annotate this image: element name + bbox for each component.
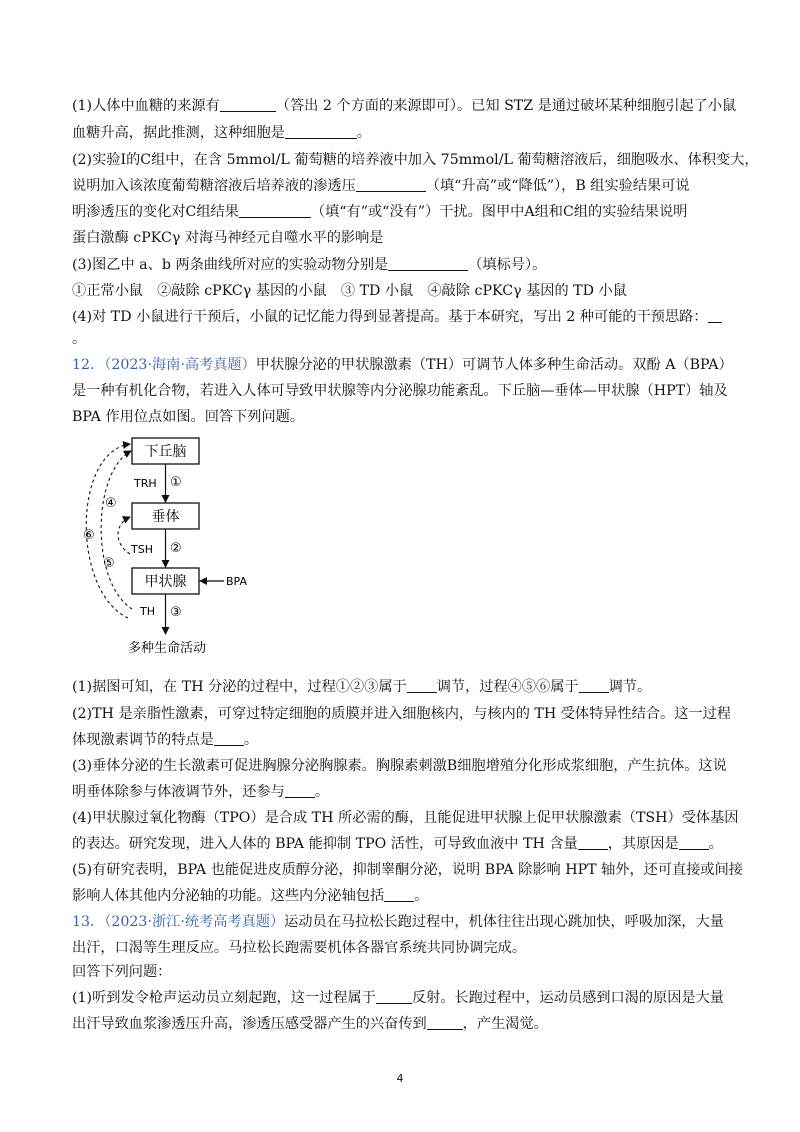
q12-part1 xyxy=(72,678,651,696)
hpt-axis-diagram xyxy=(72,432,262,662)
q11-part4-line2 xyxy=(72,330,86,348)
q11-part3-options xyxy=(72,282,627,300)
q12-s4-text: 的表达。研究发现，进入人体的 BPA 能抑制 TPO 活性，可导致血液中 TH 含量 xyxy=(72,836,578,852)
question-source[interactable]: （2023·浙江·统考高考真题） xyxy=(104,914,285,930)
q12-s4-text: ，其原因是 xyxy=(607,836,679,852)
q12-s4-text: 。 xyxy=(708,836,723,852)
q12-intro-text: 甲状腺分泌的甲状腺激素（TH）可调节人体多种生命活动。双酚 A（BPA） xyxy=(255,357,733,373)
q11-p2-text: (2)实验Ⅰ的C组中，在含 5mmol/L 葡萄糖的培养液中加入 75mmol/L 葡萄糖溶液后，细胞吸水、体积变大， xyxy=(72,152,759,168)
q12-intro-text: 是一种有机化合物，若进入人体可导致甲状腺等内分泌腺功能紊乱。下丘脑—垂体—甲状腺（HPT）轴及 xyxy=(72,383,728,399)
q13-intro-line3 xyxy=(72,963,171,981)
answer-blank[interactable] xyxy=(388,256,468,271)
feedback-arrow-4 xyxy=(118,517,130,554)
bpa-label: BPA xyxy=(226,575,248,588)
answer-blank[interactable] xyxy=(679,835,709,850)
answer-blank[interactable] xyxy=(407,678,437,693)
q12-part4-line1 xyxy=(72,809,738,827)
q12-s2-text: (2)TH 是亲脂性激素，可穿过特定细胞的质膜并进入细胞核内，与核内的 TH 受体特异性结合。这一过程 xyxy=(72,706,731,722)
q11-part1-line2 xyxy=(72,124,371,142)
q12-part3-line1 xyxy=(72,757,727,775)
q11-part2-line4 xyxy=(72,229,383,247)
answer-blank[interactable] xyxy=(384,887,414,902)
process-2-label: ② xyxy=(170,541,182,556)
q12-s3-text: 。 xyxy=(314,784,330,800)
answer-blank[interactable] xyxy=(285,124,357,139)
q11-p1-text: （答出 2 个方面的来源即可）。已知 STZ 是通过破坏某种细胞引起了小鼠 xyxy=(275,98,737,114)
q12-intro-line3 xyxy=(72,408,304,426)
q12-s2-text: 体现激素调节的特点是 xyxy=(72,732,214,748)
q11-p2-text: （填“升高”或“降低”），B 组实验结果可说 xyxy=(425,178,690,194)
q12-s1-text: 调节，过程④⑤⑥属于 xyxy=(436,679,579,695)
q12-s5-text: 影响人体其他内分泌轴的功能。这些内分泌轴包括 xyxy=(72,888,385,904)
q11-p2-text: 说明加入该浓度葡萄糖溶液后培养液的渗透压 xyxy=(72,178,356,194)
q11-p3-options-text: ①正常小鼠 ②敲除 cPKCγ 基因的小鼠 ③ TD 小鼠 ④敲除 cPKCγ 基因的 TD 小鼠 xyxy=(72,283,627,299)
q12-s1-text: (1)据图可知，在 TH 分泌的过程中，过程①②③属于 xyxy=(72,679,407,695)
q13-intro-text: 回答下列问题： xyxy=(72,964,172,980)
q12-s3-text: 明垂体除参与体液调节外，还参与 xyxy=(72,784,285,800)
q12-s4-text: (4)甲状腺过氧化物酶（TPO）是合成 TH 所必需的酶，且能促进甲状腺上促甲状腺激素（TSH）受体基因 xyxy=(72,810,739,826)
process-1-label: ① xyxy=(170,475,182,490)
q12-part5-line1 xyxy=(72,861,743,879)
pituitary-label: 垂体 xyxy=(151,509,180,525)
q13-intro-text: 运动员在马拉松长跑过程中，机体往往出现心跳加快，呼吸加深，大量 xyxy=(284,914,724,930)
answer-blank[interactable] xyxy=(708,308,722,323)
answer-blank[interactable] xyxy=(214,731,244,746)
trh-label: TRH xyxy=(134,477,157,490)
q12-part2-line1 xyxy=(72,705,731,723)
q12-s5-text: 。 xyxy=(414,888,429,904)
process-3-label: ③ xyxy=(170,605,182,620)
q11-part3-line1 xyxy=(72,256,546,274)
q11-p3-text: (3)图乙中 a、b 两条曲线所对应的实验动物分别是 xyxy=(72,257,389,273)
question-number: 12． xyxy=(72,357,105,373)
answer-blank[interactable] xyxy=(427,1015,463,1030)
q11-p1-text: (1)人体中血糖的来源有 xyxy=(72,98,220,114)
q11-part2-line1 xyxy=(72,151,759,169)
q11-part2-line3 xyxy=(72,203,687,221)
q13-part1-line2 xyxy=(72,1015,548,1033)
feedback-arrow-5 xyxy=(101,451,132,609)
q12-s2-text: 。 xyxy=(243,732,259,748)
q12-s3-text: (3)垂体分泌的生长激素可促进胸腺分泌胸腺素。胸腺素刺激B细胞增殖分化形成浆细胞，产生抗体。这说 xyxy=(72,758,727,774)
q12-part3-line2 xyxy=(72,783,329,801)
question-number: 13． xyxy=(72,914,105,930)
q13-s1-text: (1)听到发令枪声运动员立刻起跑，这一过程属于 xyxy=(72,990,376,1006)
q12-intro-line1 xyxy=(72,356,733,374)
tsh-label: TSH xyxy=(131,543,153,556)
q13-part1-line1 xyxy=(72,989,724,1007)
q13-s1-text: 出汗导致血浆渗透压升高，渗透压感受器产生的兴奋传到 xyxy=(72,1016,427,1032)
answer-blank[interactable] xyxy=(220,97,276,112)
q13-s1-text: 反射。长跑过程中，运动员感到口渴的原因是大量 xyxy=(411,990,724,1006)
page-number: 4 xyxy=(396,1072,404,1085)
answer-blank[interactable] xyxy=(578,835,608,850)
q11-part1-line1 xyxy=(72,97,736,115)
q12-s1-text: 调节。 xyxy=(608,679,652,695)
process-5-label: ⑤ xyxy=(103,556,115,571)
answer-blank[interactable] xyxy=(285,783,315,798)
q12-part4-line2 xyxy=(72,835,723,853)
q11-p2-text: 蛋白激酶 cPKCγ 对海马神经元自噬水平的影响是 xyxy=(72,230,384,246)
q11-part2-line2 xyxy=(72,177,690,195)
answer-blank[interactable] xyxy=(579,678,609,693)
answer-blank[interactable] xyxy=(356,177,426,192)
answer-blank[interactable] xyxy=(239,203,311,218)
q11-p2-text: （填“有”或“没有”）干扰。图甲中A组和C组的实验结果说明 xyxy=(310,204,688,220)
q12-intro-text: BPA 作用位点如图。回答下列问题。 xyxy=(72,409,305,425)
thyroid-label: 甲状腺 xyxy=(144,574,187,590)
q11-p3-text: （填标号）。 xyxy=(468,257,547,273)
q13-intro-line2 xyxy=(72,939,526,957)
q11-p1-text: 血糖升高，据此推测，这种细胞是 xyxy=(72,125,285,141)
th-label: TH xyxy=(140,605,155,618)
q13-s1-text: ，产生渴觉。 xyxy=(462,1016,548,1032)
life-activities-label: 多种生命活动 xyxy=(128,641,207,656)
answer-blank[interactable] xyxy=(376,989,412,1004)
q11-p4-text: 。 xyxy=(72,331,87,347)
q12-part2-line2 xyxy=(72,731,258,749)
q11-p4-text: (4)对 TD 小鼠进行干预后，小鼠的记忆能力得到显著提高。基于本研究，写出 2 种可能的干预思路： xyxy=(72,309,708,325)
q13-intro-line1 xyxy=(72,913,724,931)
hypothalamus-label: 下丘脑 xyxy=(144,444,187,460)
question-source[interactable]: （2023·海南·高考真题） xyxy=(104,357,256,373)
process-6-label: ⑥ xyxy=(83,528,95,543)
q13-intro-text: 出汗，口渴等生理反应。马拉松长跑需要机体各器官系统共同协调完成。 xyxy=(72,940,527,956)
q12-intro-line2 xyxy=(72,382,728,400)
process-4-label: ④ xyxy=(105,496,117,511)
q11-p1-text: 。 xyxy=(356,125,372,141)
q11-p2-text: 明渗透压的变化对C组结果 xyxy=(72,204,239,220)
q12-s5-text: (5)有研究表明，BPA 也能促进皮质醇分泌，抑制睾酮分泌，说明 BPA 除影响 HPT 轴外，还可直接或间接 xyxy=(72,862,743,878)
q11-part4-line1 xyxy=(72,308,722,326)
q12-part5-line2 xyxy=(72,887,428,905)
